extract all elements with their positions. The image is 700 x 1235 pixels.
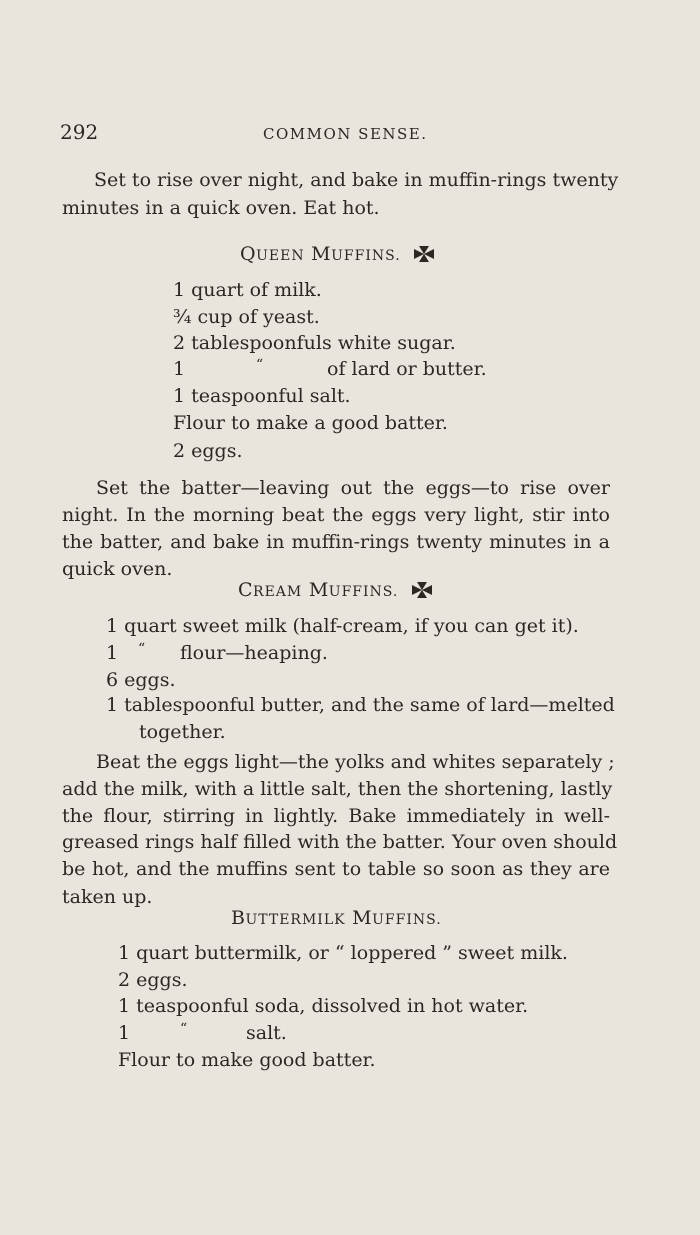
ingredient-line: Flour to make good batter. [118, 1049, 376, 1071]
method-line: the flour, stirring in lightly. Bake immediately in well- [62, 805, 610, 827]
ingredient-line: 1 quart sweet milk (half-cream, if you can get it). [106, 615, 579, 637]
running-head: COMMON SENSE. [263, 125, 428, 143]
ingredient-line: 1 teaspoonful soda, dissolved in hot water. [118, 995, 529, 1017]
recipe-title-cream-muffins: CREAM MUFFINS. [238, 578, 433, 605]
method-line: be hot, and the muffins sent to table so soon as they are [62, 858, 610, 880]
method-line: taken up. [62, 886, 153, 908]
page-header [60, 120, 620, 144]
method-line: the batter, and bake in muffin-rings twenty minutes in a [62, 531, 610, 553]
ingredient-line: together. [139, 721, 226, 743]
ingredient-line: ¾ cup of yeast. [173, 306, 320, 328]
intro-line-1: Set to rise over night, and bake in muffin-rings twenty [94, 169, 619, 191]
method-line: night. In the morning beat the eggs very light, stir into [62, 504, 610, 526]
method-line: add the milk, with a little salt, then the shortening, lastly [62, 778, 613, 800]
intro-line-2: minutes in a quick oven. Eat hot. [62, 197, 380, 219]
maltese-cross-icon [411, 581, 433, 605]
ingredient-line: 1 teaspoonful salt. [173, 385, 351, 407]
ingredient-line: 2 tablespoonfuls white sugar. [173, 332, 456, 354]
maltese-cross-icon [413, 245, 435, 269]
ditto-mark: “ [180, 1021, 188, 1037]
ingredient-line: 1 tablespoonful butter, and the same of lard—melted [106, 694, 615, 716]
ingredient-line: 2 eggs. [118, 969, 188, 991]
recipe-title-queen-muffins: QUEEN MUFFINS. [240, 242, 435, 269]
ingredient-line: 6 eggs. [106, 669, 176, 691]
recipe-title-buttermilk-muffins: BUTTERMILK MUFFINS. [231, 907, 442, 929]
ingredient-line: Flour to make a good batter. [173, 412, 448, 434]
ditto-mark: “ [138, 641, 146, 657]
ingredient-line: 1 quart buttermilk, or “ loppered ” sweet milk. [118, 942, 568, 964]
page-number: 292 [60, 120, 99, 144]
method-line: greased rings half filled with the batter. Your oven should [62, 831, 618, 853]
ingredient-line: 1 quart of milk. [173, 279, 322, 301]
method-line: Set the batter—leaving out the eggs—to rise over [96, 477, 610, 499]
ditto-mark: “ [256, 357, 264, 373]
method-line: Beat the eggs light—the yolks and whites separately ; [96, 751, 615, 773]
book-page: 292 COMMON SENSE. Set to rise over night, and bake in muffin-rings twenty minutes in a quick oven. Eat hot. QUEEN MUFFINS. 1 quart of milk. ¾ cup of yeast. 2 tablespoonfuls white sugar. 1 “ of lard or butter. 1 teaspoonful salt. Flour to make a good batter. 2 eggs. Set the batter—leaving out the eggs—to rise over night. In the morning beat the eggs very light, stir into the batter, and bake in muffin-rings twenty minutes in a quick oven. CREAM MUFFINS. 1 quart sweet milk (half-cream, if you can get it). 1 “ flour—heaping. 6 eggs. 1 tablespoonful butter, and the same of lard—melted together. Beat the eggs light—the yolks and whites separately ; add the milk, with a little salt, then the shortening, lastly the flour, stirring in lightly. Bake immediately in well- greased rings half filled with the batter. Your oven should be hot, and the muffins sent to table so soon as they are taken up. BUTTERMILK MUFFINS. 1 quart buttermilk, or “ loppered ” sweet milk. 2 eggs. 1 teaspoonful soda, dissolved in hot water. 1 “ salt. Flour to make good batter. [60, 120, 619, 1071]
ingredient-line: 2 eggs. [173, 440, 243, 462]
method-line: quick oven. [62, 558, 173, 580]
